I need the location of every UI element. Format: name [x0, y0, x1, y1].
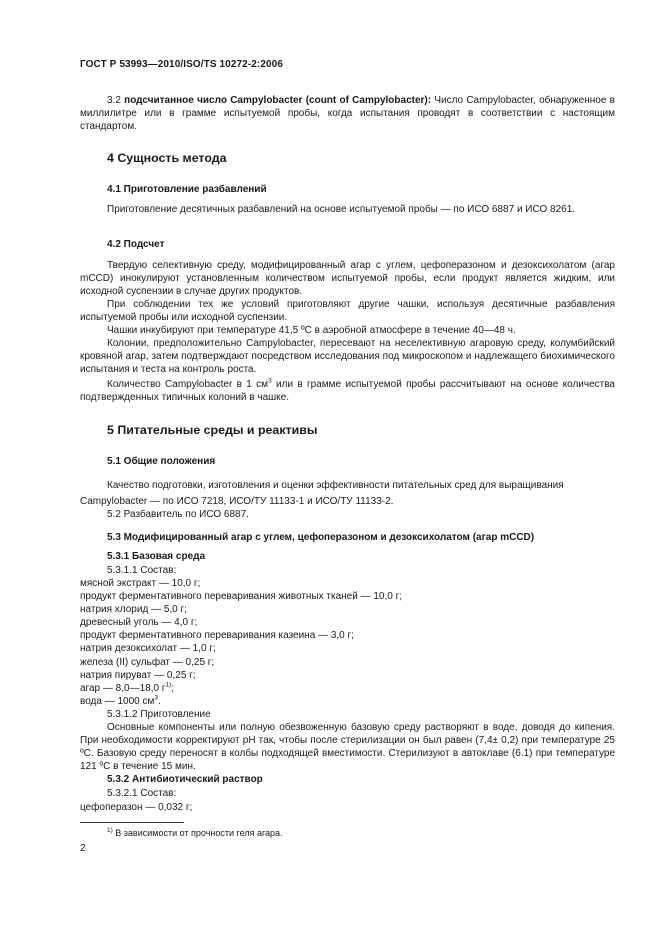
section-5-3-heading: 5.3 Модифицированный агар с углем, цефоперазоном и дезоксихолатом (агар mCCD) [107, 532, 535, 543]
footnote-reference: 1) [165, 681, 172, 689]
composition-item: натрия дезоксихолат — 1,0 г; [80, 643, 216, 655]
section-5-3-2-1: 5.3.2.1 Состав: [107, 788, 177, 799]
section-4-2-para-5 [80, 378, 615, 404]
composition-item: продукт ферментативного переваривания животных тканей — 10,0 г; [80, 591, 403, 603]
section-3-2-text: Число Campylobacter, обнаруженное в миллилитре или в грамме испытуемой пробы, когда испытания проводят в соответствии с настоящим стандартом. [80, 95, 615, 133]
composition-item-agar [80, 682, 615, 695]
section-4-1-text: Приготовление десятичных разбавлений на основе испытуемой пробы — по ИСО 6887 и ИСО 8261. [107, 204, 576, 215]
document-header: ГОСТ Р 53993—2010/ISO/TS 10272-2:2006 [80, 59, 283, 70]
composition-item: древесный уголь — 4,0 г; [80, 617, 198, 629]
water-end: . [158, 695, 161, 707]
section-5-1-text-line-2: Campylobacter — по ИСО 7218, ИСО/ТУ 11133-1 и ИСО/ТУ 11133-2. [80, 496, 394, 507]
section-5-3-1-1: 5.3.1.1 Состав: [107, 565, 177, 576]
section-5-3-2-heading: 5.3.2 Антибиотический раствор [107, 774, 263, 785]
composition-item: натрия пируват — 0,25 г; [80, 669, 196, 681]
section-4-heading: 4 Сущность метода [107, 151, 227, 165]
footnote-divider [80, 822, 184, 823]
water-text: вода — 1000 см [80, 695, 155, 707]
agar-end: ; [171, 682, 175, 694]
footnote-text: В зависимости от прочности геля агара. [112, 828, 283, 838]
composition-item: мясной экстракт — 10,0 г; [80, 578, 201, 589]
section-4-1-heading: 4.1 Приготовление разбавлений [107, 184, 267, 195]
section-5-heading: 5 Питательные среды и реактивы [107, 423, 318, 437]
section-5-3-1-heading: 5.3.1 Базовая среда [107, 551, 206, 562]
section-5-1-text-line-1: Качество подготовки, изготовления и оценки эффективности питательных сред для выращивания [107, 480, 564, 491]
composition-item-water [80, 695, 615, 708]
composition-item: натрия хлорид — 5,0 г; [80, 604, 187, 616]
section-5-3-1-2: 5.3.1.2 Приготовление [107, 709, 211, 720]
footnote [107, 828, 607, 838]
section-5-1-heading: 5.1 Общие положения [107, 456, 216, 467]
composition-item: железа (II) сульфат — 0,25 г; [80, 656, 215, 668]
section-5-2-text: 5.2 Разбавитель по ИСО 6887. [107, 509, 249, 520]
para-5-start: Количество Campylobacter в 1 см [107, 379, 269, 390]
section-4-2-para-4: Колонии, предположительно Campylobacter, пересевают на неселективную агаровую среду, колумбийский кровяной агар, затем подтверждают посредством исследования под микроскопом и надлежащего биохимического испытания и теста на контроль роста. [80, 338, 615, 376]
footnote-mark: 1) [107, 827, 113, 834]
page-number: 2 [80, 843, 86, 854]
section-4-2-heading: 4.2 Подсчет [107, 239, 165, 250]
section-5-3-1-2-text: Основные компоненты или полную обезвоженную базовую среду растворяют в воде, доводя до кипения. При необходимости корректируют рН так, чтобы после стерилизации он был равен (7,4± 0,2) при температуре 25 ºС. Базовую среду переносят в колбы подходящей вместимости. Стерилизуют в автоклаве (6.1) при температуре 121 ºС в течение 15 мин. [80, 722, 615, 773]
cubic-superscript: 3 [154, 694, 159, 702]
section-4-2-para-3: Чашки инкубируют при температуре 41,5 ºС в аэробной атмосфере в течение 40—48 ч. [107, 325, 516, 336]
section-3-2 [80, 94, 615, 133]
agar-text: агар — 8,0—18,0 г [80, 682, 166, 694]
composition-list [80, 577, 615, 708]
section-3-2-number: 3.2 [107, 95, 121, 106]
section-3-2-term: подсчитанное число Campylobacter (count of Campylobacter): [124, 95, 432, 106]
para-5-end: или в грамме испытуемой пробы рассчитывают на основе количества подтвержденных типичных колоний в чашке. [80, 379, 615, 404]
cubic-superscript: 3 [268, 377, 272, 385]
section-4-2-para-1: Твердую селективную среду, модифицированный агар с углем, цефоперазоном и дезоксихолатом (агар mCCD) инокулируют установленным количеством испытуемой пробы, если продукт является жидким, или исходной суспензии в случае других продуктов. [80, 260, 615, 298]
cefoperazone-item: цефоперазон — 0,032 г; [80, 802, 193, 813]
section-4-2-para-2: При соблюдении тех же условий приготовляют другие чашки, используя десятичные разбавления испытуемой пробы или исходной суспензии. [80, 299, 615, 324]
composition-item: продукт ферментативного переваривания казеина — 3,0 г; [80, 630, 354, 642]
